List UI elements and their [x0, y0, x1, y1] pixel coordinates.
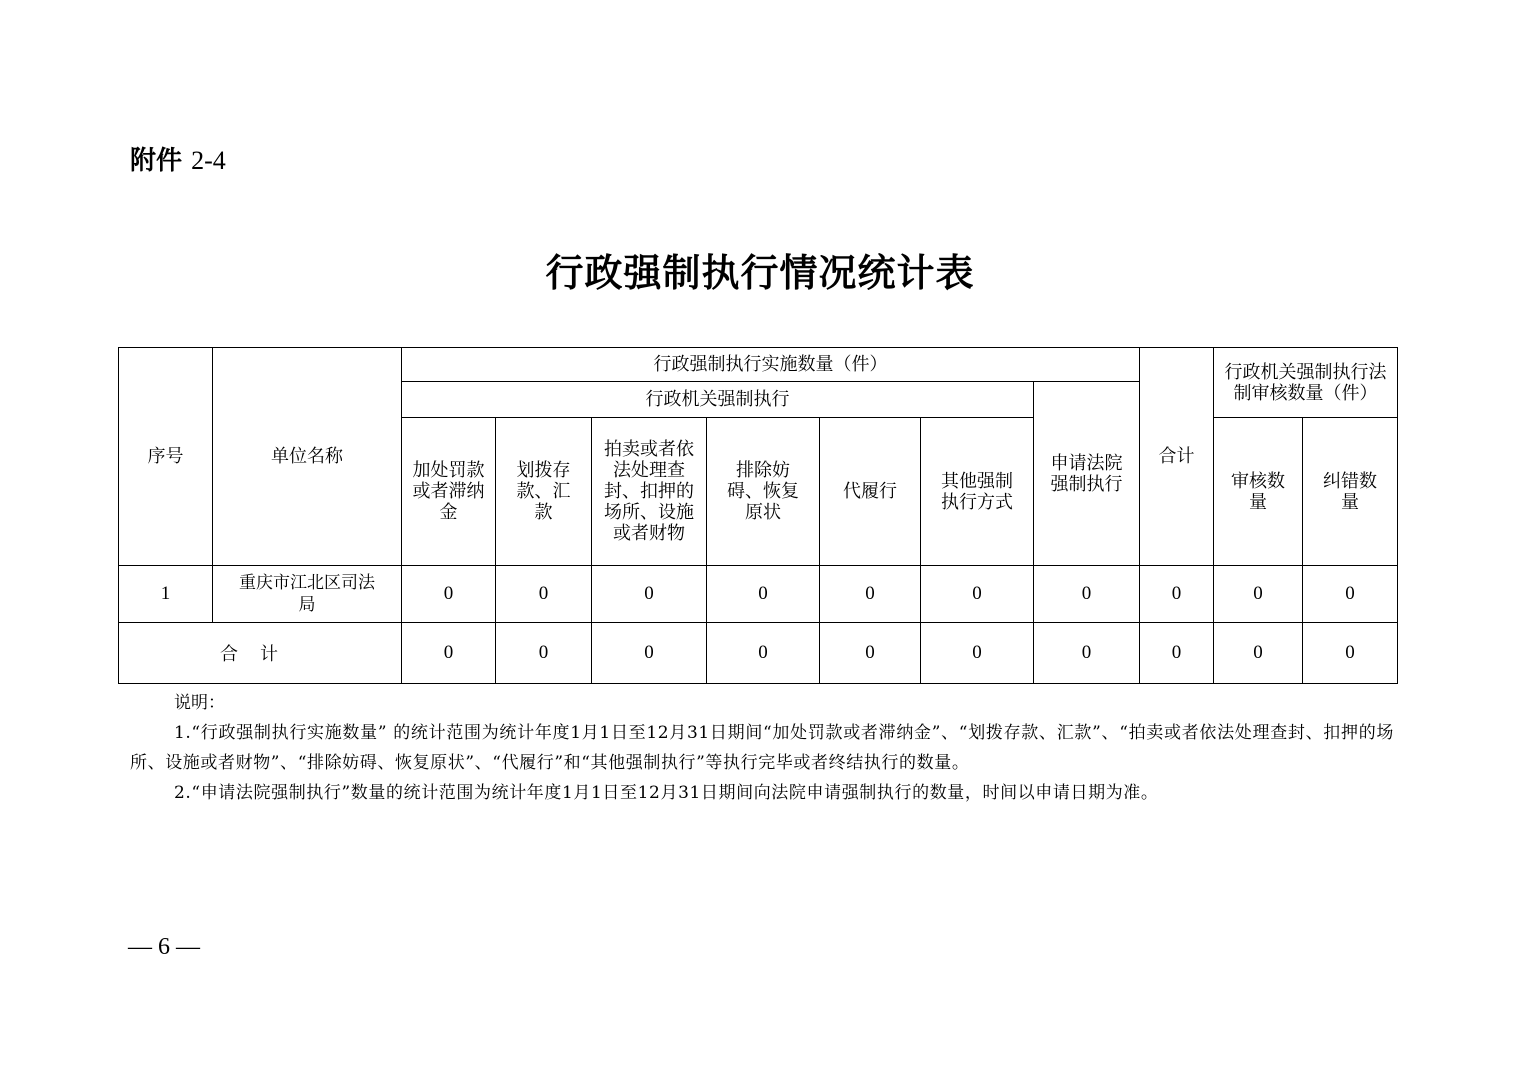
- row-value: 0: [921, 566, 1034, 623]
- row-value: 0: [707, 566, 820, 623]
- row-value: 0: [820, 566, 921, 623]
- total-value: 0: [1303, 623, 1398, 684]
- document-title: 行政强制执行情况统计表: [545, 250, 975, 295]
- total-value: 0: [921, 623, 1034, 684]
- total-row-label: 合计: [119, 623, 402, 684]
- total-value: 0: [496, 623, 592, 684]
- table-row: [119, 566, 1398, 623]
- header-transfer-deposit: 划拨存款、汇款: [496, 418, 592, 566]
- header-unit-name: 单位名称: [213, 348, 402, 566]
- row-value: 0: [1303, 566, 1398, 623]
- row-value: 0: [1034, 566, 1140, 623]
- row-value: 0: [496, 566, 592, 623]
- notes-heading: 说明：: [174, 693, 225, 713]
- total-value: 0: [402, 623, 496, 684]
- header-seq: 序号: [119, 348, 213, 566]
- header-substitute-performance: 代履行: [820, 418, 921, 566]
- attachment-number: 2-4: [191, 146, 226, 175]
- header-other-enforcement: 其他强制执行方式: [921, 418, 1034, 566]
- total-value: 0: [1034, 623, 1140, 684]
- total-value: 0: [1214, 623, 1303, 684]
- header-agency-enforcement: 行政机关强制执行: [402, 382, 1034, 418]
- page-number: — 6 —: [128, 934, 200, 960]
- row-seq: 1: [119, 566, 213, 623]
- row-value: 0: [1214, 566, 1303, 623]
- header-remove-obstruction: 排除妨碍、恢复原状: [707, 418, 820, 566]
- total-value: 0: [707, 623, 820, 684]
- header-court-enforcement: 申请法院强制执行: [1034, 382, 1140, 566]
- note-item-2: 2.“申请法院强制执行”数量的统计范围为统计年度1月1日至12月31日期间向法院申请强制执行的数量，时间以申请日期为准。: [174, 783, 1159, 803]
- header-review-quantity: 审核数量: [1214, 418, 1303, 566]
- total-value: 0: [820, 623, 921, 684]
- row-value: 0: [402, 566, 496, 623]
- attachment-label: [130, 140, 226, 177]
- header-implementation-count: 行政强制执行实施数量（件）: [402, 348, 1140, 382]
- header-fine-surcharge: 加处罚款或者滞纳金: [402, 418, 496, 566]
- row-value: 0: [1140, 566, 1214, 623]
- note-item-1: 1.“行政强制执行实施数量” 的统计范围为统计年度1月1日至12月31日期间“加处罚款或者滞纳金”、“划拨存款、汇款”、“拍卖或者依法处理查封、扣押的场所、设施或者财物”、“排除妨碍、恢复原状”、“代履行”和“其他强制执行”等执行完毕或者终结执行的数量。: [130, 723, 1394, 773]
- row-unit-name: 重庆市江北区司法局: [213, 566, 402, 623]
- header-total: 合计: [1140, 348, 1214, 566]
- header-correction-quantity: 纠错数量: [1303, 418, 1398, 566]
- statistics-table: [118, 347, 1398, 684]
- attachment-text: 附件: [130, 146, 183, 176]
- notes-section: [130, 688, 1394, 808]
- row-value: 0: [592, 566, 707, 623]
- header-auction-disposal: 拍卖或者依法处理查封、扣押的场所、设施或者财物: [592, 418, 707, 566]
- total-value: 0: [592, 623, 707, 684]
- total-value: 0: [1140, 623, 1214, 684]
- header-review-count: 行政机关强制执行法制审核数量（件）: [1214, 348, 1398, 418]
- total-row: [119, 623, 1398, 684]
